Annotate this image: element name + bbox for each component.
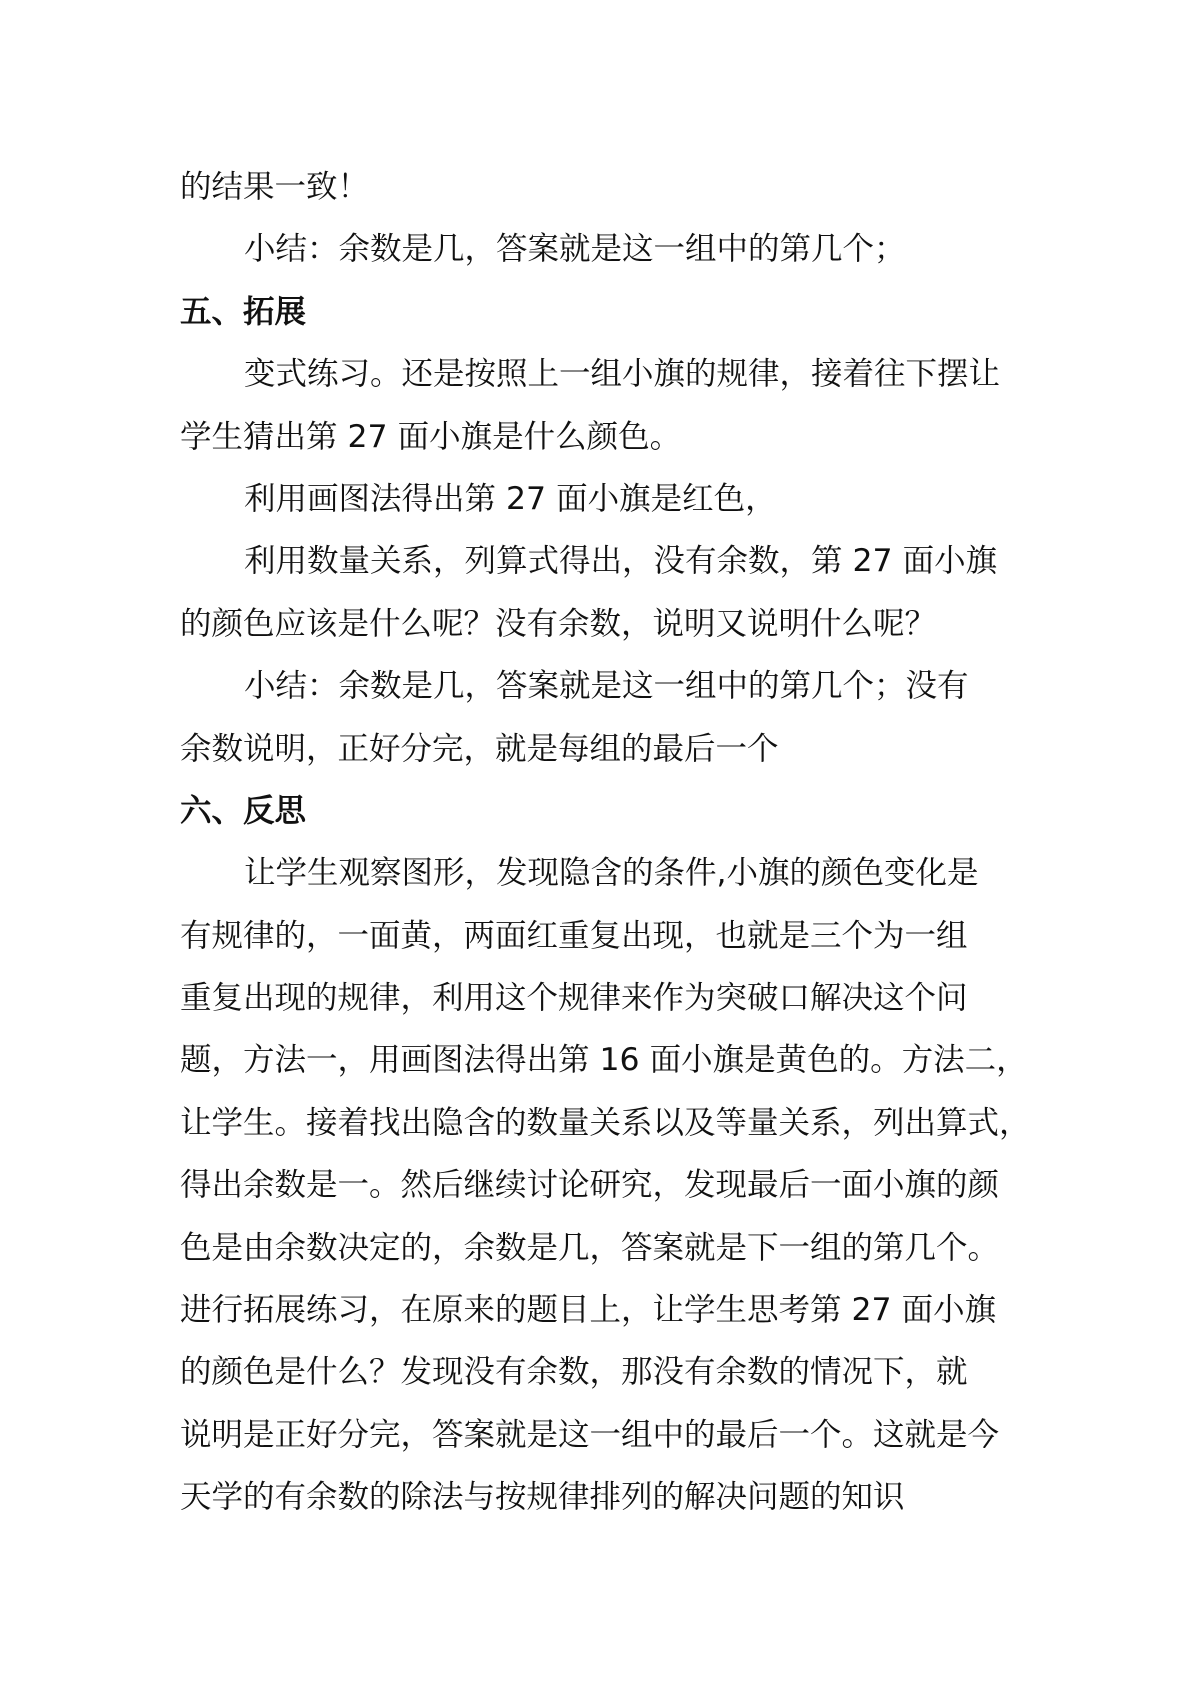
text-line: 重复出现的规律，利用这个规律来作为突破口解决这个问 [180, 980, 968, 1017]
text-line: 让学生。接着找出隐含的数量关系以及等量关系，列出算式， [180, 1104, 1031, 1141]
text-line: 变式练习。还是按照上一组小旗的规律，接着往下摆让 [244, 356, 1001, 393]
text-line: 利用画图法得出第 27 面小旗是红色， [244, 480, 777, 517]
text-line: 说明是正好分完，答案就是这一组中的最后一个。这就是今 [180, 1416, 1000, 1453]
summary-line: 小结：余数是几，答案就是这一组中的第几个；没有 [244, 668, 969, 705]
document-page [180, 156, 1040, 1529]
text-line: 得出余数是一。然后继续讨论研究，发现最后一面小旗的颜 [180, 1167, 1000, 1204]
text-line: 学生猜出第 27 面小旗是什么颜色。 [180, 418, 682, 455]
text-line: 的结果一致！ [180, 169, 370, 205]
text-line: 天学的有余数的除法与按规律排列的解决问题的知识 [180, 1479, 905, 1516]
summary-line: 小结：余数是几，答案就是这一组中的第几个； [244, 231, 906, 268]
text-line: 利用数量关系，列算式得出，没有余数，第 27 面小旗 [244, 543, 998, 580]
text-line: 让学生观察图形，发现隐含的条件,小旗的颜色变化是 [244, 855, 979, 892]
text-line: 有规律的，一面黄，两面红重复出现，也就是三个为一组 [180, 917, 968, 954]
text-line: 题，方法一，用画图法得出第 16 面小旗是黄色的。方法二， [180, 1042, 1028, 1079]
section-heading-extension: 五、拓展 [180, 293, 307, 330]
text-line: 进行拓展练习，在原来的题目上，让学生思考第 27 面小旗 [180, 1292, 997, 1329]
text-line: 的颜色应该是什么呢？没有余数，说明又说明什么呢？ [180, 605, 937, 642]
text-line: 色是由余数决定的，余数是几，答案就是下一组的第几个。 [180, 1229, 1000, 1266]
section-heading-reflection: 六、反思 [180, 792, 307, 829]
text-line: 余数说明，正好分完，就是每组的最后一个 [180, 730, 779, 767]
text-line: 的颜色是什么？发现没有余数，那没有余数的情况下，就 [180, 1354, 968, 1391]
